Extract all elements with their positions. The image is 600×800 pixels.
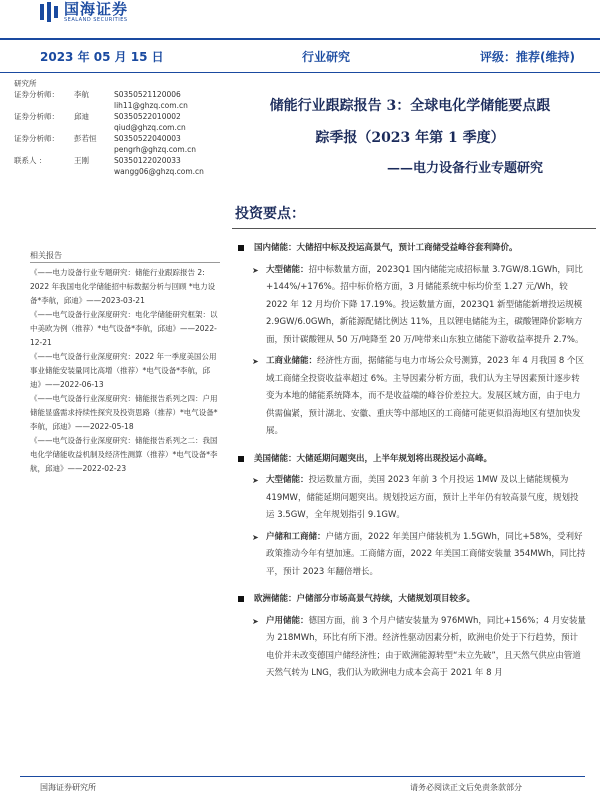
analyst-cert: S0350122020033: [114, 156, 181, 165]
sub-point: [252, 472, 586, 525]
analyst-name: 彭若恒: [74, 134, 97, 143]
bullet-square-icon: [238, 245, 244, 251]
section-title: 国内储能：大储招中标及投运高景气，预计工商储受益峰谷套利降价。: [254, 243, 518, 253]
sub-point: [252, 353, 586, 441]
sub-point-lead: 户储和工商储：: [266, 531, 326, 542]
section-heading: [238, 240, 586, 258]
bullet-square-icon: [238, 456, 244, 462]
footer-disclaimer: 请务必阅读正文后免责条款部分: [410, 783, 522, 792]
report-subtitle: ——电力设备行业专题研究: [386, 161, 543, 176]
logo-mark-icon: [40, 2, 58, 22]
analyst-email[interactable]: lih11@ghzq.com.cn: [114, 101, 188, 110]
sub-point: [252, 262, 586, 350]
analyst-role: 证券分析师：: [14, 90, 59, 99]
arrow-bullet-icon: ➤: [252, 616, 259, 626]
key-points-heading: 投资要点：: [235, 206, 305, 222]
analyst-cert: S0350522010002: [114, 112, 181, 121]
institute-label: 研究所: [14, 79, 37, 88]
sub-point: [252, 529, 586, 582]
sub-point-lead: 大型储能：: [266, 475, 309, 485]
related-report-item[interactable]: 《——电气设备行业深度研究：储能报告系列之二：我国电化学储能收益机制及经济性测算（推荐）*电气设备*李航，邱迪》——2022-02-23: [30, 436, 218, 473]
analyst-role: 证券分析师：: [14, 134, 59, 143]
sub-point-text: 投运数量方面，美国 2023 年前 3 个月投运 1MW 及以上储能规模为 419MW，储能延期问题突出。规划投运方面，预计上半年仍有较高景气度，规划投运 3.5GW，全年规划指引 9.1GW。: [266, 475, 579, 520]
analyst-email[interactable]: wangg06@ghzq.com.cn: [114, 167, 204, 176]
related-report-item[interactable]: 《——电气设备行业深度研究：储能报告系列之四：户用储能显盛需求持续性探究及投资思路（推荐）*电气设备*李航，邱迪》——2022-05-18: [30, 394, 218, 431]
related-reports-rule: [30, 262, 220, 263]
related-report-item[interactable]: 《——电气设备行业深度研究：电化学储能研究框架：以中美欧为例（推荐）*电气设备*李航，邱迪》——2022-12-21: [30, 310, 218, 347]
arrow-bullet-icon: ➤: [252, 357, 259, 366]
header-bottom-rule: [0, 72, 600, 73]
sub-point-lead: 大型储能：: [266, 264, 309, 275]
footer-rule: [20, 776, 585, 777]
report-rating: 评级：推荐(维持): [480, 49, 575, 64]
analyst-cert: S0350521120006: [114, 90, 181, 99]
brand-name-cn: 国海证券: [64, 0, 129, 18]
brand-name-en: SEALAND SECURITIES: [64, 17, 128, 23]
key-points-rule: [232, 228, 596, 229]
sub-point-text: 招中标数量方面，2023Q1 国内储能完成招标量 3.7GW/8.1GWh，同比+144%/+176%。招中标价格方面，3 月储能系统中标均价至 1.27 元/Wh，较 2022 年 12 月均价下降 17.19%。投运数量方面，2023Q1 新型储能新增投运规模 2.9GW/6.0GWh，新能源配储比例达 11%，且以锂电储能为主，碳酸锂降价影响方面，预计碳酸锂从 50 万/吨降至 20 万/吨带来山东独立储能下游收益率提升 2.7%。: [266, 264, 584, 345]
header-bar: [0, 40, 600, 72]
arrow-bullet-icon: ➤: [252, 476, 259, 485]
analyst-row: [14, 133, 224, 144]
key-points-body: [238, 240, 586, 687]
analyst-cert: S0350522040003: [114, 134, 181, 143]
report-title-line1: 储能行业跟踪报告 3：全球电化学储能要点跟: [269, 98, 551, 114]
analyst-panel: [14, 78, 224, 177]
section-title: 欧洲储能：户储部分市场高景气持续，大储规划项目较多。: [254, 594, 476, 604]
sub-point: [252, 613, 586, 683]
sub-point-text: 经济性方面，据储能与电力市场公众号测算，2023 年 4 月我国 8 个区域工商储全投资收益率超过 6%。主导因素分析方面，我们认为主导因素预计逐步转变为本地的储能系统降本，而不是收益端的峰谷价差拉大。发展区域方面，由于电力供需偏紧，预计湖北、安徽、重庆等中部地区的工商储可能更似沿海地区有望加快发展。: [266, 356, 584, 436]
analyst-row: [14, 89, 224, 100]
analyst-role: 证券分析师：: [14, 112, 59, 121]
analyst-email[interactable]: pengrh@ghzq.com.cn: [114, 145, 196, 154]
related-reports-title: 相关报告: [30, 251, 62, 260]
analyst-email[interactable]: qiud@ghzq.com.cn: [114, 123, 186, 132]
analyst-role: 联系人 ：: [14, 156, 47, 165]
report-date: 2023 年 05 月 15 日: [40, 49, 164, 64]
related-reports-list: [30, 266, 220, 476]
bullet-square-icon: [238, 596, 244, 602]
sub-point-text: 户储方面，2022 年美国户储装机为 1.5GWh，同比+58%，受利好政策推动今年有望加速。工商储方面，2022 年美国工商储安装量 354MWh，同比持平，预计 2023 年翻倍增长。: [266, 531, 586, 577]
footer-institute: 国海证券研究所: [40, 783, 96, 792]
sub-point-text: 德国方面，前 3 个月户储安装量为 976MWh，同比+156%；4 月安装量为 218MWh，环比有所下滑。经济性驱动因素分析，欧洲电价处于下行趋势，预计电价并未改变德国户储经济性；由于欧洲能源转型“未立先破”，且天然气供应由管道天然气转为 LNG，我们认为欧洲电力成本会高于 2021 年 8 月: [266, 615, 586, 678]
section-heading: [238, 591, 586, 609]
analyst-name: 邱迪: [74, 112, 89, 121]
report-title: [225, 90, 595, 184]
related-report-item[interactable]: 《——电气设备行业深度研究：2022 年一季度美国公用事业储能安装量同比高增（推荐）*电气设备*李航，邱迪》——2022-06-13: [30, 352, 217, 389]
analyst-name: 李航: [74, 90, 89, 99]
report-type: 行业研究: [302, 49, 351, 64]
analyst-row: [14, 111, 224, 122]
section-title: 美国储能：大储延期问题突出，上半年规划将出现投运小高峰。: [254, 453, 493, 464]
analyst-name: 王刚: [74, 156, 89, 165]
arrow-bullet-icon: ➤: [252, 532, 259, 542]
sub-point-lead: 工商业储能：: [266, 356, 318, 366]
arrow-bullet-icon: ➤: [252, 265, 259, 275]
related-report-item[interactable]: 《——电力设备行业专题研究：储能行业跟踪报告 2: 2022 年我国电化学储能招中标数据分析与回顾 *电力设备*李航，邱迪》——2023-03-21: [30, 268, 216, 305]
brand-logo: [40, 0, 128, 24]
analyst-row: [14, 155, 224, 166]
sub-point-lead: 户用储能：: [266, 615, 309, 626]
section-heading: [238, 451, 586, 469]
report-title-line2: 踪季报（2023 年第 1 季度）: [315, 130, 505, 146]
